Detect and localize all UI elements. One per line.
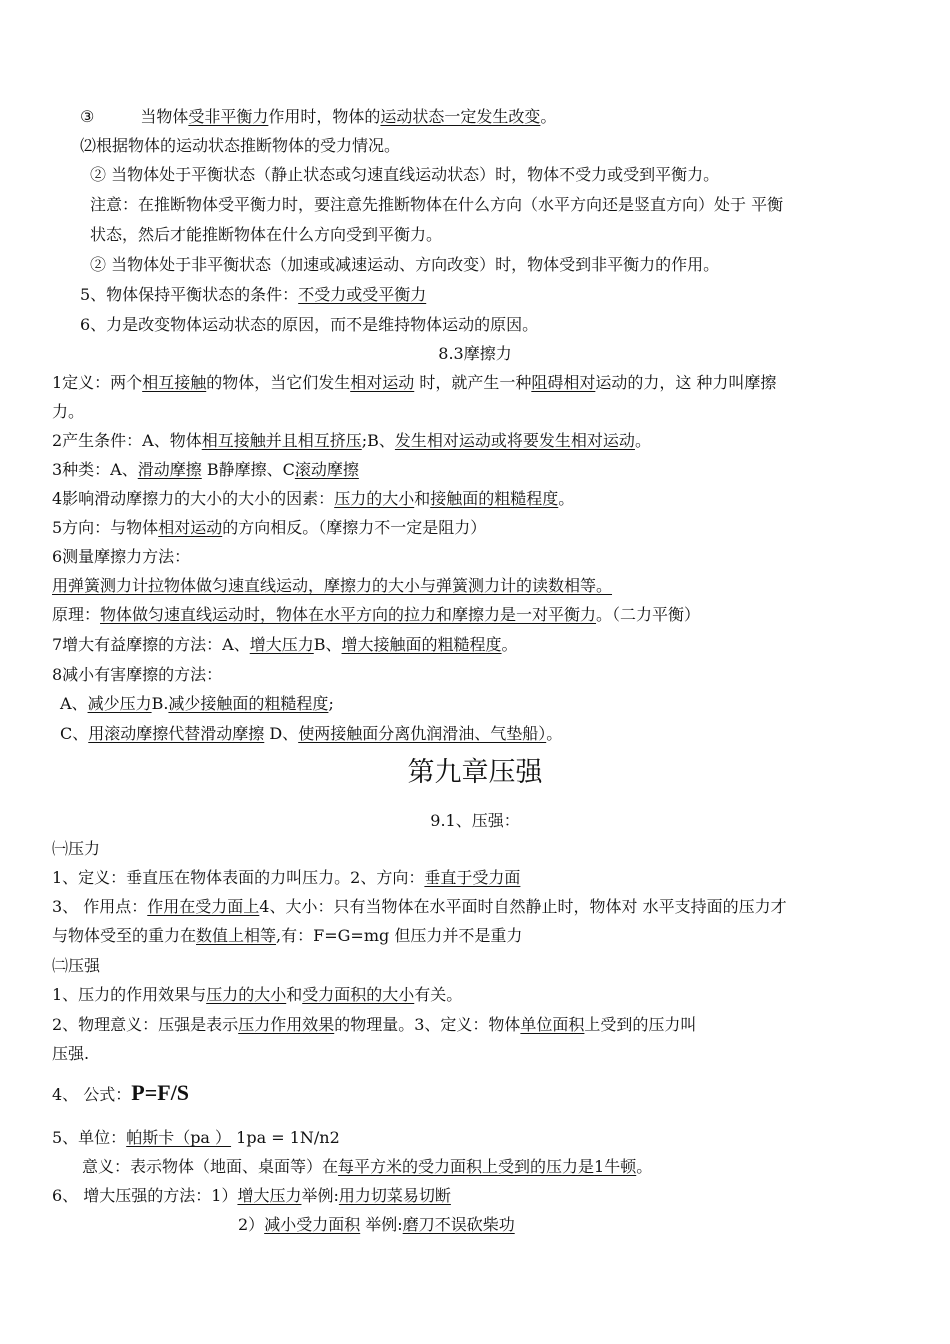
text-line: ③ 当物体受非平衡力作用时，物体的运动状态一定发生改变。 xyxy=(80,107,557,126)
text-line: 2）减小受力面积 举例:磨刀不误砍柴功 xyxy=(238,1215,515,1234)
text-line: 力。 xyxy=(52,402,85,421)
text-line: 压强. xyxy=(52,1044,90,1063)
text-line: 5方向：与物体相对运动的方向相反。（摩擦力不一定是阻力） xyxy=(52,518,487,537)
text-line: ㈡压强 xyxy=(52,956,101,975)
text-line: 8减小有害摩擦的方法： xyxy=(52,665,223,684)
text-line: 6、力是改变物体运动状态的原因，而不是维持物体运动的原因。 xyxy=(80,315,539,334)
text-line: 3、 作用点：作用在受力面上4、大小：只有当物体在水平面时自然静止时，物体对 水平支持面的压力才 xyxy=(52,897,787,916)
pressure-formula: P=F/S xyxy=(131,1080,190,1105)
text-line: 原理：物体做匀速直线运动时，物体在水平方向的拉力和摩擦力是一对平衡力。（二力平衡） xyxy=(52,605,701,624)
text-line: ㈠压力 xyxy=(52,839,101,858)
text-line: ⑵根据物体的运动状态推断物体的受力情况。 xyxy=(80,136,401,155)
text-line: 与物体受至的重力在数值上相等,有：F=G=mg 但压力并不是重力 xyxy=(52,926,523,945)
text-line: 状态，然后才能推断物体在什么方向受到平衡力。 xyxy=(90,225,443,244)
text-line: 2产生条件：A、物体相互接触并且相互挤压;B、发生相对运动或将要发生相对运动。 xyxy=(52,431,651,450)
text-line: ② 当物体处于平衡状态（静止状态或匀速直线运动状态）时，物体不受力或受到平衡力。 xyxy=(90,165,720,184)
text-line: 5、物体保持平衡状态的条件：不受力或受平衡力 xyxy=(80,285,427,304)
text-line: ② 当物体处于非平衡状态（加速或减速运动、方向改变）时，物体受到非平衡力的作用。 xyxy=(90,255,720,274)
text-line: A、减少压力B.减少接触面的粗糙程度; xyxy=(60,694,334,713)
text-line: 3种类：A、滑动摩擦 B静摩擦、C滚动摩擦 xyxy=(52,460,359,479)
section-title: 8.3摩擦力 xyxy=(438,344,512,363)
text-line: 6、 增大压强的方法：1）增大压力举例:用力切菜易切断 xyxy=(52,1186,451,1205)
text-line: 用弹簧测力计拉物体做匀速直线运动，摩擦力的大小与弹簧测力计的读数相等。 xyxy=(52,576,613,595)
section-title: 9.1、压强： xyxy=(430,811,520,830)
chapter-title: 第九章压强 xyxy=(407,757,543,788)
text-line: 2、物理意义：压强是表示压力作用效果的物理量。3、定义：物体单位面积上受到的压力叫 xyxy=(52,1015,697,1034)
text-line: 5、单位：帕斯卡（pa ） 1pa = 1N/n2 xyxy=(52,1128,340,1147)
text-line: 意义：表示物体（地面、桌面等）在每平方米的受力面积上受到的压力是1牛顿。 xyxy=(82,1157,653,1176)
text-line: 注意：在推断物体受平衡力时，要注意先推断物体在什么方向（水平方向还是竖直方向）处于 平衡 xyxy=(90,195,784,214)
text-line: 1定义：两个相互接触的物体，当它们发生相对运动 时，就产生一种阻碍相对运动的力，这 种力叫摩擦 xyxy=(52,373,777,392)
text-line: C、用滚动摩擦代替滑动摩擦 D、使两接触面分离仇润滑油、气垫船）。 xyxy=(60,724,563,743)
text-line: 6测量摩擦力方法： xyxy=(52,547,191,566)
text-line: 4影响滑动摩擦力的大小的大小的因素：压力的大小和接触面的粗糙程度。 xyxy=(52,489,575,508)
text-line: 1、压力的作用效果与压力的大小和受力面积的大小有关。 xyxy=(52,985,463,1004)
text-line: 1、定义：垂直压在物体表面的力叫压力。2、方向：垂直于受力面 xyxy=(52,868,521,887)
text-line: 4、 公式：P=F/S xyxy=(52,1080,190,1105)
text-line: 7增大有益摩擦的方法：A、增大压力B、增大接触面的粗糙程度。 xyxy=(52,635,518,654)
